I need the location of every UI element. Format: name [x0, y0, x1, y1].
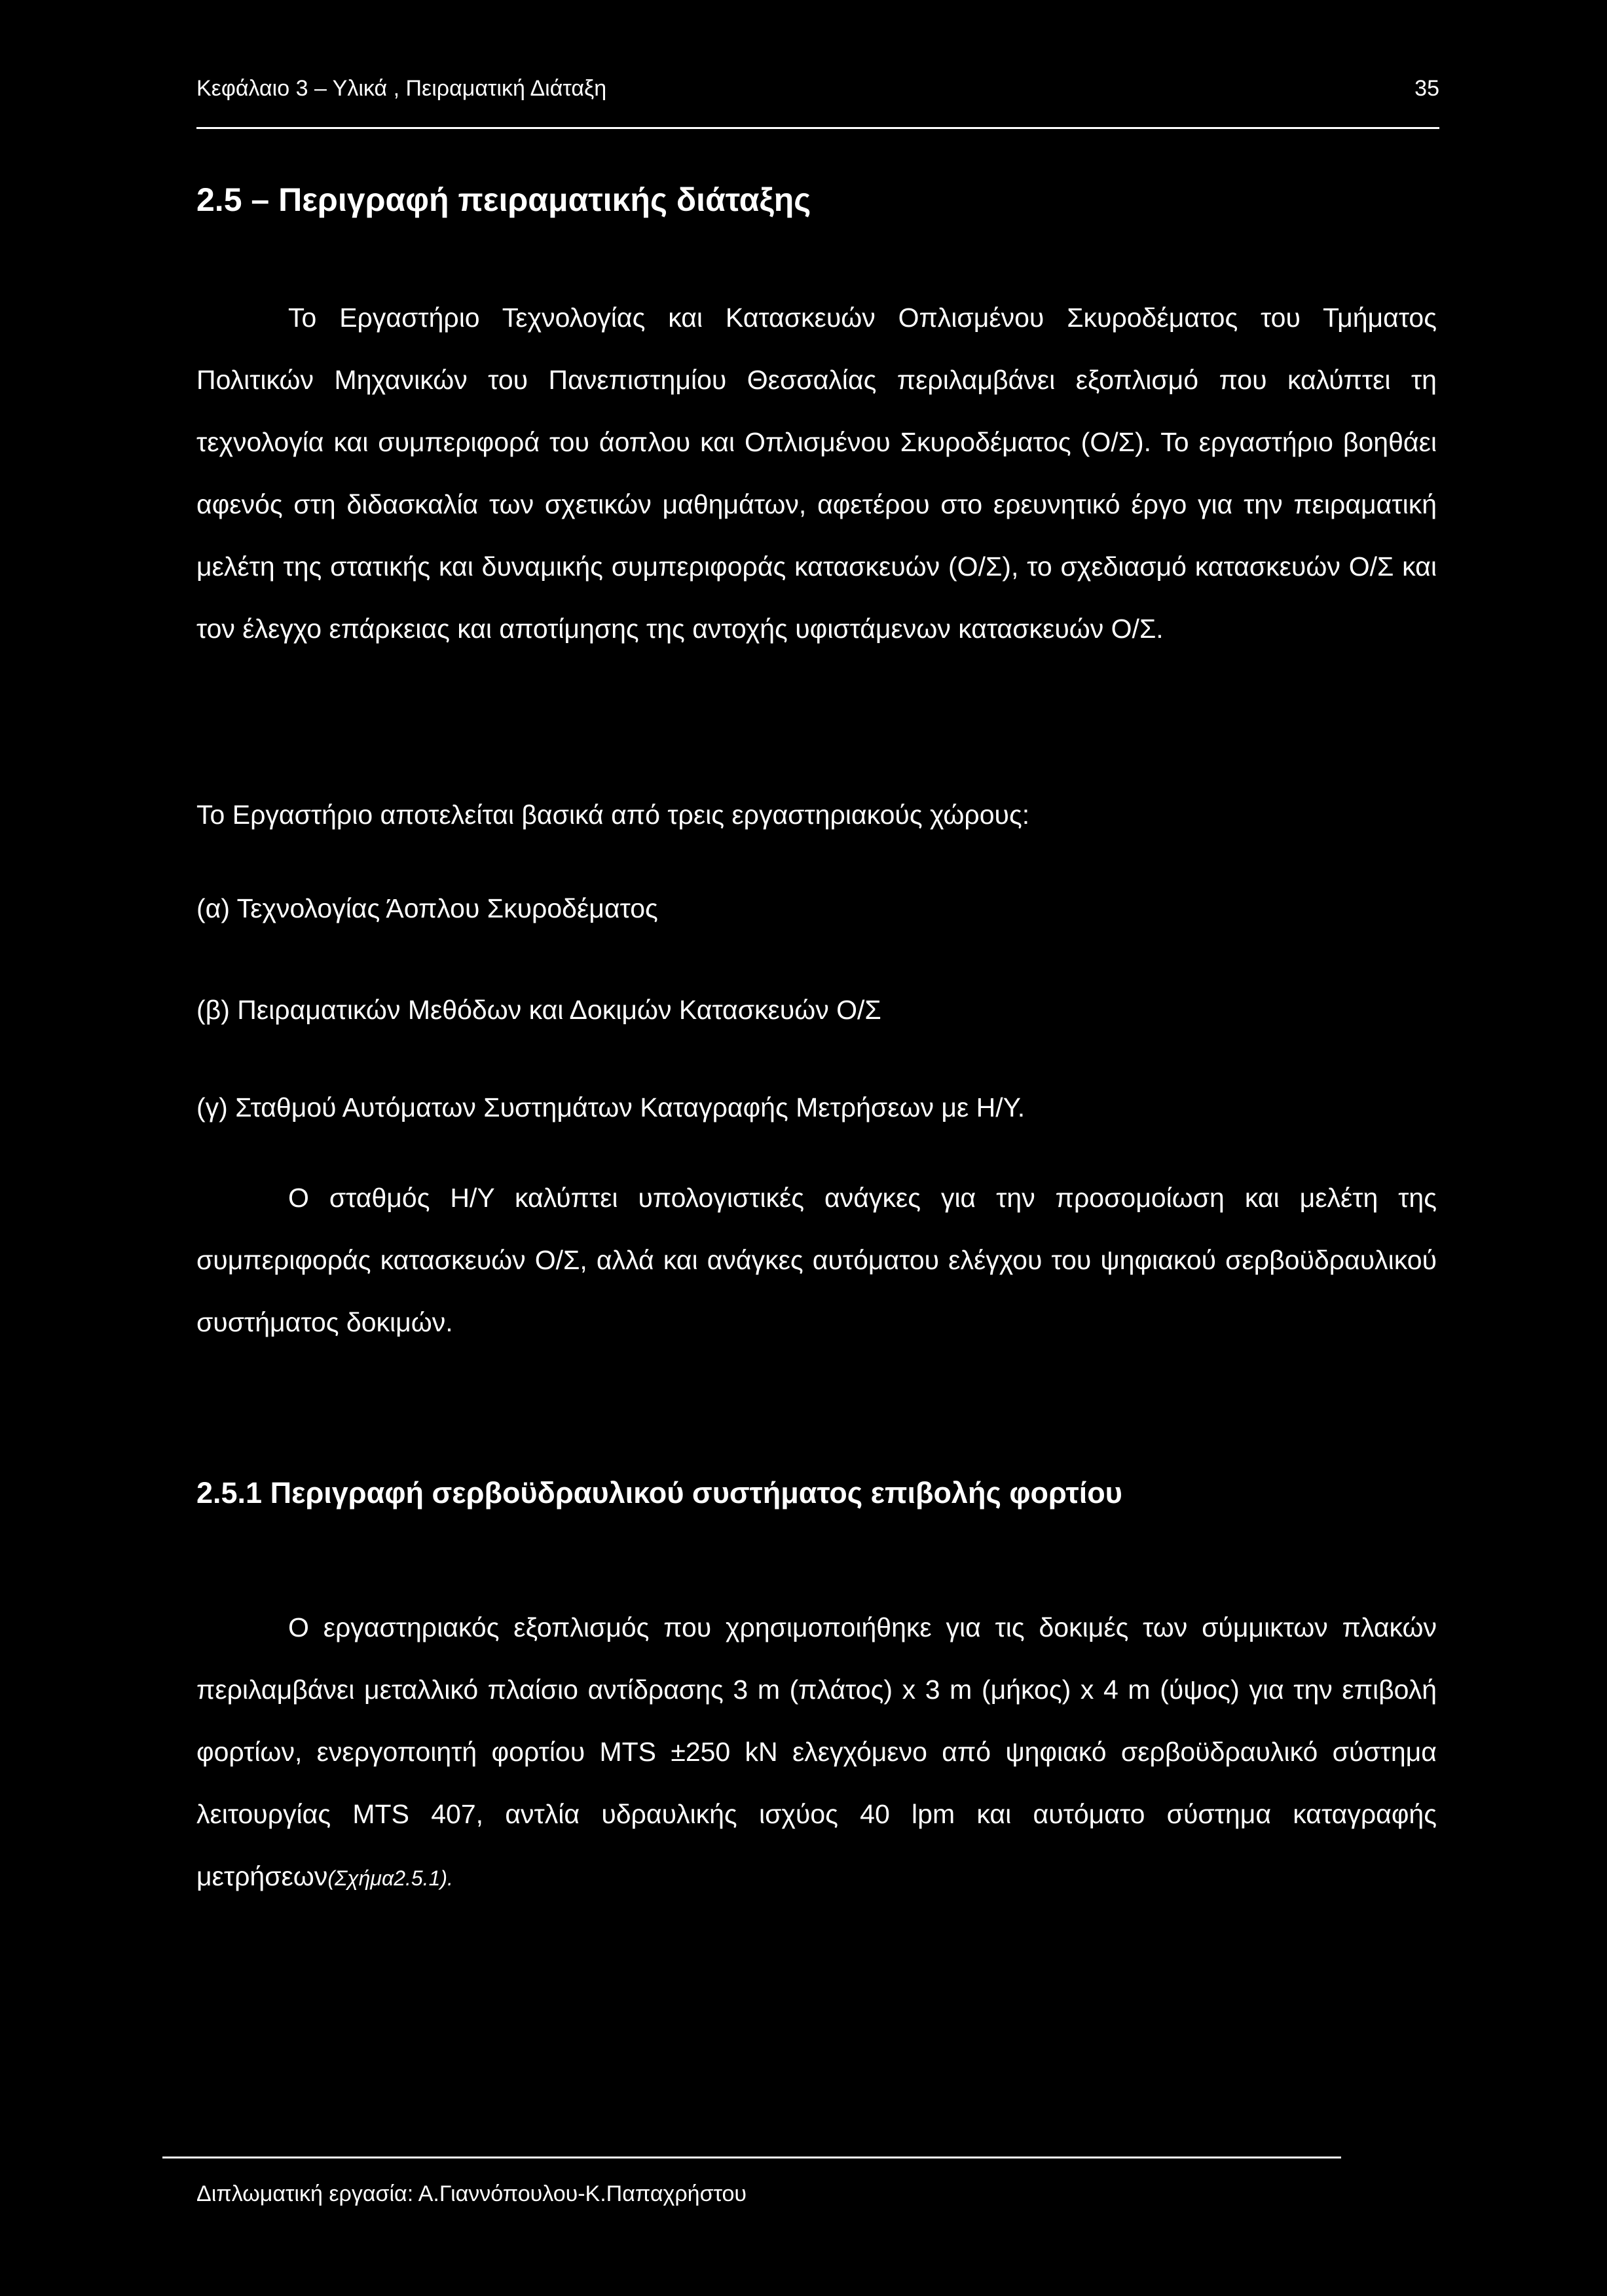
page-number: 35 [1414, 76, 1439, 101]
equipment-paragraph [196, 1597, 1437, 1910]
chapter-title: Κεφάλαιο 3 – Υλικά , Πειραματική Διάταξη [196, 76, 607, 101]
list-item-lab-b: (β) Πειραματικών Μεθόδων και Δοκιμών Κατασκευών Ο/Σ [196, 995, 881, 1025]
equipment-text: Ο εργαστηριακός εξοπλισμός που χρησιμοποιήθηκε για τις δοκιμές των σύμμικτων πλακών περιλαμβάνει μεταλλικό πλαίσιο αντίδρασης 3 m (πλάτος) x 3 m (μήκος) x 4 m (ύψος) για την επιβολή φορτίων, ενεργοποιητή φορτίου MTS ±250 kN ελεγχόμενο από ψηφιακό σερβοϋδραυλικό σύστημα λειτουργίας MTS 407, αντλία υδραυλικής ισχύος 40 lpm και αυτόματο σύστημα καταγραφής μετρήσεων [196, 1612, 1437, 1891]
labs-intro-paragraph: Το Εργαστήριο αποτελείται βασικά από τρεις εργαστηριακούς χώρους: [196, 800, 1030, 830]
subsection-heading: 2.5.1 Περιγραφή σερβοϋδραυλικού συστήματος επιβολής φορτίου [196, 1476, 1122, 1509]
list-item-lab-a: (α) Τεχνολογίας Άοπλου Σκυροδέματος [196, 893, 658, 923]
computer-station-paragraph: Ο σταθμός Η/Υ καλύπτει υπολογιστικές ανάγκες για την προσομοίωση και μελέτη της συμπεριφοράς κατασκευών Ο/Σ, αλλά και ανάγκες αυτόματου ελέγχου του ψηφιακού σερβοϋδραυλικού συστήματος δοκιμών. [196, 1183, 1437, 1337]
page-footer: Διπλωματική εργασία: Α.Γιαννόπουλου-Κ.Παπαχρήστου [196, 2181, 747, 2206]
section-heading: 2.5 – Περιγραφή πειραματικής διάταξης [196, 181, 811, 218]
figure-reference: (Σχήμα2.5.1). [327, 1866, 453, 1890]
intro-paragraph: Το Εργαστήριο Τεχνολογίας και Κατασκευών Οπλισμένου Σκυροδέματος του Τμήματος Πολιτικών Μηχανικών του Πανεπιστημίου Θεσσαλίας περιλαμβάνει εξοπλισμό που καλύπτει τη τεχνολογία και συμπεριφορά του άοπλου και Οπλισμένου Σκυροδέματος (Ο/Σ). Το εργαστήριο βοηθάει αφενός στη διδασκαλία των σχετικών μαθημάτων, αφετέρου στο ερευνητικό έργο για την πειραματική μελέτη της στατικής και δυναμικής συμπεριφοράς κατασκευών (Ο/Σ), το σχεδιασμό κατασκευών Ο/Σ και τον έλεγχο επάρκειας και αποτίμησης της αντοχής υφιστάμενων κατασκευών Ο/Σ. [196, 303, 1437, 644]
page-header [196, 71, 1439, 106]
header-divider [196, 127, 1439, 129]
footer-divider [162, 2157, 1341, 2158]
list-item-lab-c: (γ) Σταθμού Αυτόματων Συστημάτων Καταγραφής Μετρήσεων με Η/Υ. [196, 1092, 1025, 1122]
